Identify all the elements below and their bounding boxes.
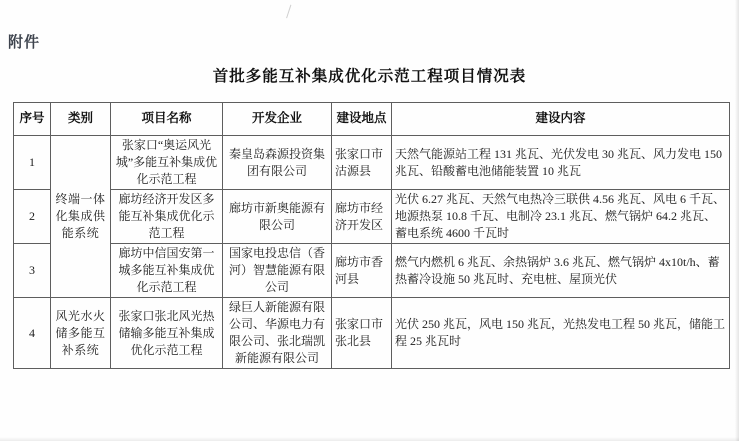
cell-location: 廊坊市香河县	[332, 244, 392, 298]
cell-location: 廊坊市经济开发区	[332, 190, 392, 244]
cell-category: 风光水火储多能互补系统	[51, 298, 111, 369]
cell-seq: 2	[14, 190, 51, 244]
cell-project-name: 张家口张北风光热储输多能互补集成优化示范工程	[111, 298, 223, 369]
table-row	[14, 190, 730, 244]
cell-content: 光伏 6.27 兆瓦、天然气电热冷三联供 4.56 兆瓦、风电 6 千瓦、地源热泵 10.8 千瓦、电制冷 23.1 兆瓦、燃气锅炉 64.2 兆瓦、蓄电系统 4600 千瓦时	[392, 190, 730, 244]
table-row	[14, 298, 730, 369]
col-header-location: 建设地点	[332, 103, 392, 136]
attachment-label: 附件	[8, 34, 41, 51]
cell-developer: 廊坊市新奥能源有限公司	[223, 190, 332, 244]
cell-developer: 绿巨人新能源有限公司、华源电力有限公司、张北瑞凯新能源有限公司	[223, 298, 332, 369]
cell-content: 天然气能源站工程 131 兆瓦、光伏发电 30 兆瓦、风力发电 150 兆瓦、铅酸蓄电池储能装置 10 兆瓦	[392, 136, 730, 190]
cell-developer: 秦皇岛森源投资集团有限公司	[223, 136, 332, 190]
col-header-seq: 序号	[14, 103, 51, 136]
cell-developer: 国家电投忠信（香河）智慧能源有限公司	[223, 244, 332, 298]
page-edge-shadow-bottom	[0, 437, 739, 441]
cell-content: 燃气内燃机 6 兆瓦、余热锅炉 3.6 兆瓦、燃气锅炉 4x10t/h、蓄热蓄冷设施 50 兆瓦时、充电桩、屋顶光伏	[392, 244, 730, 298]
table-row	[14, 136, 730, 190]
cell-category: 终端一体化集成供能系统	[51, 136, 111, 298]
col-header-category: 类别	[51, 103, 111, 136]
cell-seq: 1	[14, 136, 51, 190]
cell-seq: 3	[14, 244, 51, 298]
page-edge-shadow-right	[735, 0, 739, 441]
col-header-content: 建设内容	[392, 103, 730, 136]
scan-artifact	[286, 5, 301, 22]
table-header-row	[14, 103, 730, 136]
col-header-project: 项目名称	[111, 103, 223, 136]
cell-seq: 4	[14, 298, 51, 369]
cell-location: 张家口市张北县	[332, 298, 392, 369]
projects-table	[13, 102, 730, 369]
cell-content: 光伏 250 兆瓦，风电 150 兆瓦，光热发电工程 50 兆瓦，储能工程 25 兆瓦时	[392, 298, 730, 369]
document-title: 首批多能互补集成优化示范工程项目情况表	[212, 68, 527, 85]
col-header-developer: 开发企业	[223, 103, 332, 136]
cell-project-name: 张家口“奥运风光城”多能互补集成优化示范工程	[111, 136, 223, 190]
cell-location: 张家口市沽源县	[332, 136, 392, 190]
cell-project-name: 廊坊中信国安第一城多能互补集成优化示范工程	[111, 244, 223, 298]
table-row	[14, 244, 730, 298]
cell-project-name: 廊坊经济开发区多能互补集成优化示范工程	[111, 190, 223, 244]
